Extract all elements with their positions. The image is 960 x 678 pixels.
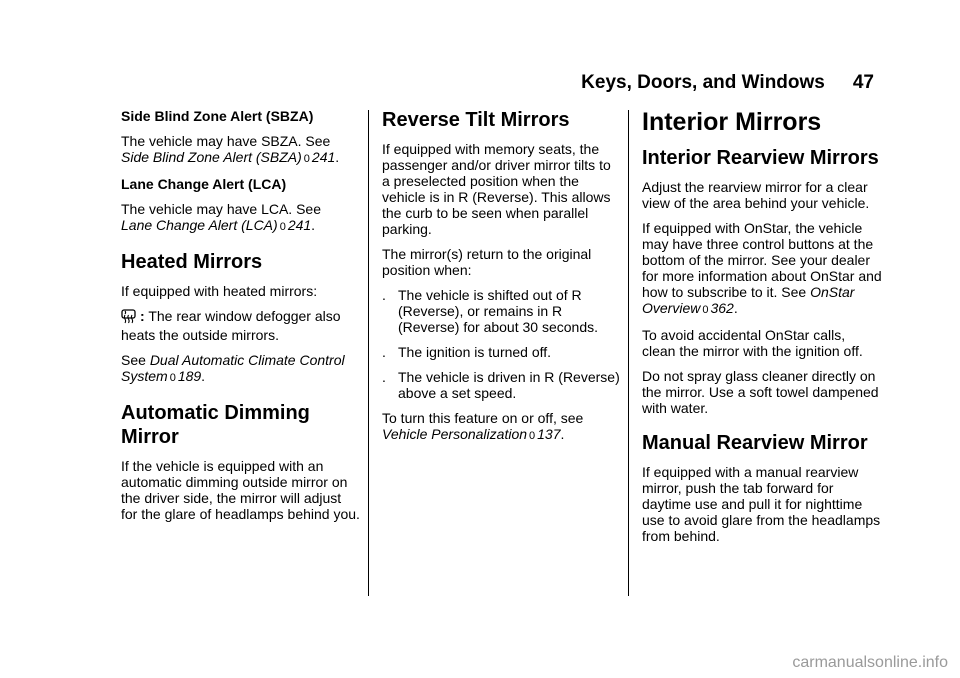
page-number: 47 bbox=[852, 72, 874, 93]
auto-dimming-title: Automatic Dimming Mirror bbox=[121, 402, 310, 448]
reverse-tilt-p3: To turn this feature on or off, see Vehicle Personalization 0 137. bbox=[382, 410, 584, 442]
ref-arrow: 0 bbox=[303, 153, 310, 165]
manual-rearview-title: Manual Rearview Mirror bbox=[642, 432, 868, 454]
list-item: . The vehicle is shifted out of R (Reverse), or remains in R (Reverse) for about 30 seconds. bbox=[382, 287, 598, 335]
column-3 bbox=[642, 108, 882, 553]
list-item: . The ignition is turned off. bbox=[382, 344, 552, 360]
onstar-link[interactable]: OnStar Overview bbox=[642, 284, 855, 316]
ref-arrow: 0 bbox=[169, 372, 176, 384]
interior-p4: Do not spray glass cleaner directly on the mirror. Use a soft towel dampened with water. bbox=[642, 368, 879, 416]
column-divider bbox=[368, 110, 369, 596]
heated-see-paragraph: See Dual Automatic Climate Control System 0 189. bbox=[121, 352, 345, 384]
interior-p1: Adjust the rearview mirror for a clear view of the area behind your vehicle. bbox=[642, 179, 870, 211]
climate-link[interactable]: Dual Automatic Climate Control System bbox=[121, 352, 345, 384]
personalization-link[interactable]: Vehicle Personalization bbox=[382, 426, 528, 442]
lca-paragraph: The vehicle may have LCA. See Lane Change Alert (LCA) 0 241. bbox=[121, 201, 321, 233]
lca-page[interactable]: 241 bbox=[287, 217, 312, 233]
heated-mirrors-title: Heated Mirrors bbox=[121, 251, 263, 273]
auto-dimming-text: If the vehicle is equipped with an automatic dimming outside mirror on the driver side, the mirror will adjust for the glare of headlamps behind you. bbox=[121, 458, 360, 522]
climate-page[interactable]: 189 bbox=[177, 368, 202, 384]
watermark: carmanualsonline.info bbox=[792, 654, 948, 671]
page-header bbox=[581, 72, 874, 94]
interior-rearview-title: Interior Rearview Mirrors bbox=[642, 147, 879, 169]
lca-link[interactable]: Lane Change Alert (LCA) bbox=[121, 217, 278, 233]
heated-desc-paragraph: : The rear window defogger also heats the outside mirrors. bbox=[121, 308, 341, 343]
sbza-paragraph: The vehicle may have SBZA. See Side Blind Zone Alert (SBZA) 0 241. bbox=[121, 133, 340, 165]
ref-arrow: 0 bbox=[529, 430, 536, 442]
manual-p1: If equipped with a manual rearview mirror, push the tab forward for daytime use and pull it for nighttime use to avoid glare from the headlamps from behind. bbox=[642, 464, 881, 544]
rear-defogger-icon bbox=[121, 309, 136, 327]
sbza-page[interactable]: 241 bbox=[311, 149, 336, 165]
onstar-page[interactable]: 362 bbox=[710, 300, 734, 316]
ref-arrow: 0 bbox=[279, 221, 286, 233]
heated-intro: If equipped with heated mirrors: bbox=[121, 283, 318, 299]
lca-heading: Lane Change Alert (LCA) bbox=[121, 176, 287, 192]
list-item: . The vehicle is driven in R (Reverse) above a set speed. bbox=[382, 369, 620, 401]
interior-mirrors-title: Interior Mirrors bbox=[642, 108, 822, 136]
personalization-page[interactable]: 137 bbox=[537, 426, 561, 442]
reverse-tilt-p1: If equipped with memory seats, the passenger and/or driver mirror tilts to a preselected position when the vehicle is in R (Reverse). This allows the curb to be seen when parallel parking. bbox=[382, 141, 611, 237]
column-2 bbox=[382, 108, 622, 453]
section-title: Keys, Doors, and Windows bbox=[581, 72, 825, 93]
interior-p2: If equipped with OnStar, the vehicle may have three control buttons at the bottom of the mirror. See your dealer for more information about OnStar and how to subscribe to it. See OnStar Overview 0 362. bbox=[642, 220, 882, 316]
column-1 bbox=[121, 108, 361, 531]
interior-p3: To avoid accidental OnStar calls, clean the mirror with the ignition off. bbox=[642, 327, 863, 359]
ref-arrow: 0 bbox=[702, 304, 709, 316]
sbza-heading: Side Blind Zone Alert (SBZA) bbox=[121, 108, 314, 124]
sbza-link[interactable]: Side Blind Zone Alert (SBZA) bbox=[121, 149, 302, 165]
reverse-tilt-p2: The mirror(s) return to the original position when: bbox=[382, 246, 592, 278]
bullet-mark: . bbox=[382, 344, 386, 360]
column-divider bbox=[628, 110, 629, 596]
bullet-mark: . bbox=[382, 287, 386, 303]
bullet-mark: . bbox=[382, 369, 386, 385]
reverse-tilt-title: Reverse Tilt Mirrors bbox=[382, 109, 570, 131]
